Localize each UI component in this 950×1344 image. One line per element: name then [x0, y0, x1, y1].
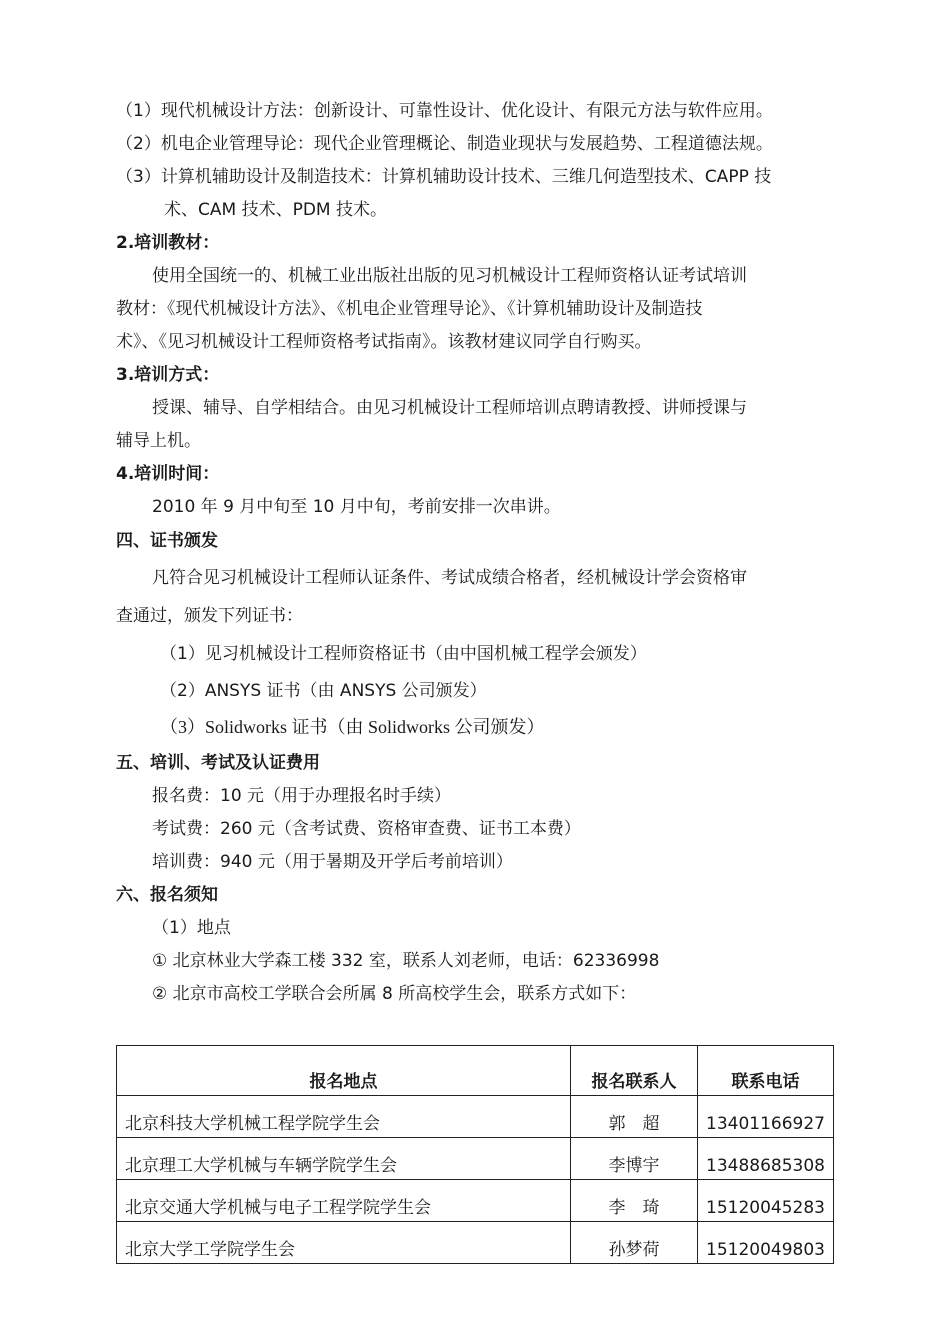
paragraph-line: 使用全国统一的、机械工业出版社出版的见习机械设计工程师资格认证考试培训: [152, 266, 747, 286]
column-header-contact: 报名联系人: [571, 1046, 698, 1096]
column-header-phone: 联系电话: [698, 1046, 834, 1096]
section-heading-fees: 五、培训、考试及认证费用: [116, 753, 320, 773]
phone-cell: 13401166927: [698, 1096, 834, 1138]
location-cell: 北京交通大学机械与电子工程学院学生会: [117, 1180, 571, 1222]
section-heading-method: 3.培训方式：: [116, 365, 220, 385]
paragraph-line: 辅导上机。: [116, 431, 201, 451]
column-header-location: 报名地点: [117, 1046, 571, 1096]
contact-cell: 李博宇: [571, 1138, 698, 1180]
fee-item: 考试费：260 元（含考试费、资格审查费、证书工本费）: [152, 819, 581, 839]
paragraph-line: 2010 年 9 月中旬至 10 月中旬，考前安排一次串讲。: [152, 497, 561, 517]
location-cell: 北京理工大学机械与车辆学院学生会: [117, 1138, 571, 1180]
registration-item: ② 北京市高校工学联合会所属 8 所高校学生会，联系方式如下：: [152, 984, 637, 1004]
contact-cell: 李 琦: [571, 1180, 698, 1222]
section-heading-certificates: 四、证书颁发: [116, 531, 218, 551]
course-item: （1）现代机械设计方法：创新设计、可靠性设计、优化设计、有限元方法与软件应用。: [116, 101, 773, 121]
table-row: [117, 1180, 834, 1222]
table-row: [117, 1096, 834, 1138]
fee-item: 培训费：940 元（用于暑期及开学后考前培训）: [152, 852, 513, 872]
certificate-item: （2）ANSYS 证书（由 ANSYS 公司颁发）: [160, 681, 487, 701]
registration-item: （1）地点: [152, 918, 231, 938]
contact-cell: 孙梦荷: [571, 1222, 698, 1264]
paragraph-line: 授课、辅导、自学相结合。由见习机械设计工程师培训点聘请教授、讲师授课与: [152, 398, 747, 418]
certificate-item: （3）Solidworks 证书（由 Solidworks 公司颁发）: [160, 717, 545, 737]
course-item: （2）机电企业管理导论：现代企业管理概论、制造业现状与发展趋势、工程道德法规。: [116, 134, 773, 154]
phone-cell: 15120045283: [698, 1180, 834, 1222]
section-heading-materials: 2.培训教材：: [116, 233, 220, 253]
location-cell: 北京科技大学机械工程学院学生会: [117, 1096, 571, 1138]
phone-cell: 13488685308: [698, 1138, 834, 1180]
certificate-item: （1）见习机械设计工程师资格证书（由中国机械工程学会颁发）: [160, 644, 647, 664]
table-row: [117, 1222, 834, 1264]
course-item-continuation: 术、CAM 技术、PDM 技术。: [164, 200, 387, 220]
table-row: [117, 1138, 834, 1180]
location-cell: 北京大学工学院学生会: [117, 1222, 571, 1264]
paragraph-line: 凡符合见习机械设计工程师认证条件、考试成绩合格者，经机械设计学会资格审: [152, 568, 747, 588]
section-heading-registration: 六、报名须知: [116, 885, 218, 905]
paragraph-line: 教材：《现代机械设计方法》、《机电企业管理导论》、《计算机辅助设计及制造技: [116, 299, 703, 319]
paragraph-line: 术》、《见习机械设计工程师资格考试指南》。该教材建议同学自行购买。: [116, 332, 652, 352]
registration-item: ① 北京林业大学森工楼 332 室，联系人刘老师，电话：62336998: [152, 951, 660, 971]
section-heading-time: 4.培训时间：: [116, 464, 220, 484]
paragraph-line: 查通过，颁发下列证书：: [116, 606, 303, 626]
table-header-row: [117, 1046, 834, 1096]
phone-cell: 15120049803: [698, 1222, 834, 1264]
course-item: （3）计算机辅助设计及制造技术：计算机辅助设计技术、三维几何造型技术、CAPP 技: [116, 167, 772, 187]
registration-contact-table: [116, 1045, 834, 1264]
contact-cell: 郭 超: [571, 1096, 698, 1138]
fee-item: 报名费：10 元（用于办理报名时手续）: [152, 786, 452, 806]
